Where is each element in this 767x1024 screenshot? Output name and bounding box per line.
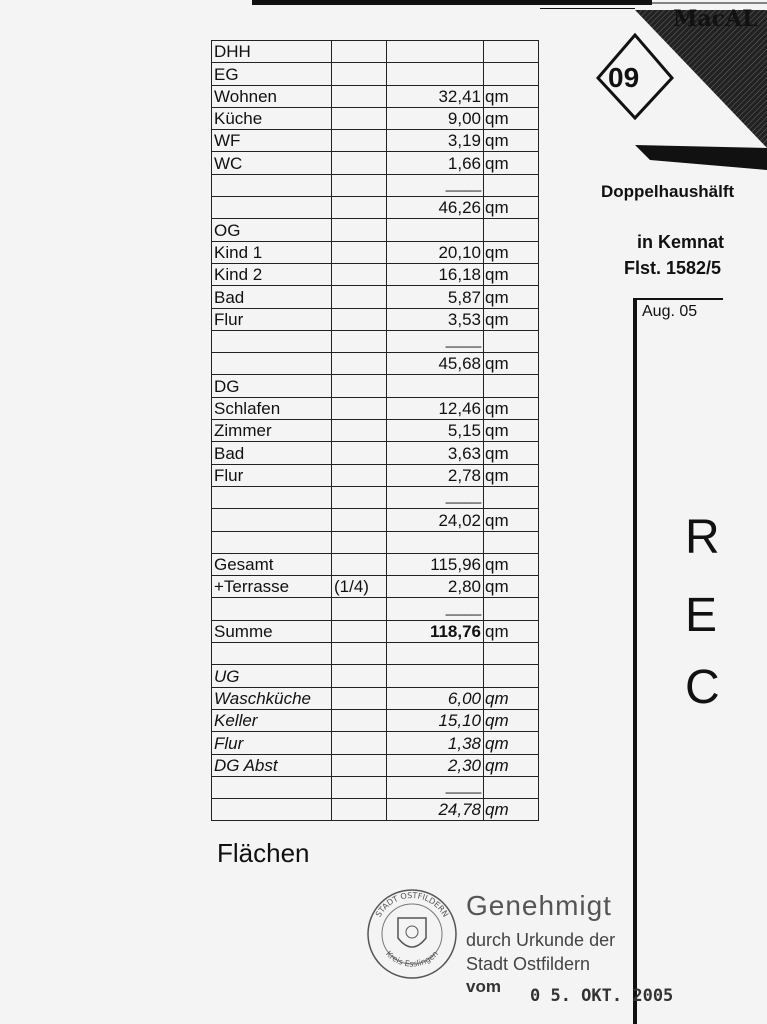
table-row: [212, 397, 539, 419]
row-note: [332, 620, 387, 642]
row-label: DG Abst: [212, 754, 332, 776]
row-value: 20,10: [387, 241, 484, 263]
project-location: in Kemnat: [637, 232, 725, 252]
row-value: [387, 41, 484, 63]
row-note: [332, 643, 387, 665]
row-value: 24,78: [387, 799, 484, 821]
row-note: [332, 286, 387, 308]
row-unit: qm: [484, 687, 539, 709]
row-value: 1,38: [387, 732, 484, 754]
row-value: [387, 63, 484, 85]
row-label: +Terrasse: [212, 576, 332, 598]
row-note: [332, 687, 387, 709]
row-unit: qm: [484, 420, 539, 442]
row-note: [332, 420, 387, 442]
row-unit: [484, 63, 539, 85]
row-value: [387, 665, 484, 687]
row-unit: qm: [484, 130, 539, 152]
row-note: [332, 85, 387, 107]
row-unit: qm: [484, 152, 539, 174]
table-row: [212, 152, 539, 174]
row-unit: [484, 375, 539, 397]
row-note: [332, 353, 387, 375]
row-unit: qm: [484, 754, 539, 776]
title-letter-e: E: [685, 589, 718, 642]
row-label: EG: [212, 63, 332, 85]
table-row: [212, 687, 539, 709]
row-note: [332, 709, 387, 731]
row-note: [332, 330, 387, 352]
row-unit: [484, 330, 539, 352]
row-note: (1/4): [332, 576, 387, 598]
row-label: Schlafen: [212, 397, 332, 419]
row-note: [332, 152, 387, 174]
table-row: [212, 41, 539, 63]
row-value: 15,10: [387, 709, 484, 731]
table-row: [212, 598, 539, 620]
row-value: 24,02: [387, 509, 484, 531]
table-row: [212, 665, 539, 687]
table-row: [212, 553, 539, 575]
table-row: [212, 63, 539, 85]
row-label: [212, 330, 332, 352]
table-row: [212, 375, 539, 397]
row-label: [212, 531, 332, 553]
row-label: Flur: [212, 308, 332, 330]
row-unit: qm: [484, 397, 539, 419]
row-label: Kind 2: [212, 263, 332, 285]
table-row: [212, 620, 539, 642]
row-value: [387, 375, 484, 397]
row-value: 9,00: [387, 107, 484, 129]
table-row: [212, 420, 539, 442]
row-unit: qm: [484, 353, 539, 375]
stamp-approved: Genehmigt: [466, 890, 612, 921]
row-label: Wohnen: [212, 85, 332, 107]
seal-top-text: STADT OSTFILDERN: [373, 890, 451, 919]
row-value: 3,53: [387, 308, 484, 330]
row-value: 46,26: [387, 197, 484, 219]
row-value: 5,15: [387, 420, 484, 442]
row-note: [332, 598, 387, 620]
row-label: [212, 353, 332, 375]
row-label: DG: [212, 375, 332, 397]
row-value: 5,87: [387, 286, 484, 308]
table-row: [212, 174, 539, 196]
row-separator: ------------: [387, 598, 484, 620]
svg-text:Kreis Esslingen: [384, 949, 440, 968]
row-label: Waschküche: [212, 687, 332, 709]
row-unit: [484, 486, 539, 508]
row-unit: qm: [484, 107, 539, 129]
svg-text:STADT OSTFILDERN: [374, 891, 450, 919]
row-label: Flur: [212, 464, 332, 486]
row-value: 2,80: [387, 576, 484, 598]
title-letter-r: R: [685, 511, 720, 564]
row-note: [332, 665, 387, 687]
area-table: [211, 40, 539, 821]
table-row: [212, 197, 539, 219]
row-label: WC: [212, 152, 332, 174]
row-value: 118,76: [387, 620, 484, 642]
row-label: [212, 174, 332, 196]
row-note: [332, 442, 387, 464]
row-value: 45,68: [387, 353, 484, 375]
table-row: [212, 486, 539, 508]
row-label: [212, 799, 332, 821]
table-row: [212, 263, 539, 285]
row-unit: qm: [484, 576, 539, 598]
row-value: 12,46: [387, 397, 484, 419]
row-unit: [484, 665, 539, 687]
table-row: [212, 464, 539, 486]
row-label: [212, 509, 332, 531]
row-label: Küche: [212, 107, 332, 129]
row-unit: [484, 643, 539, 665]
table-row: [212, 509, 539, 531]
table-row: [212, 442, 539, 464]
parcel-number: Flst. 1582/5: [624, 258, 722, 278]
row-label: DHH: [212, 41, 332, 63]
table-row: [212, 531, 539, 553]
row-label: Zimmer: [212, 420, 332, 442]
row-note: [332, 263, 387, 285]
row-value: 16,18: [387, 263, 484, 285]
row-value: 32,41: [387, 85, 484, 107]
row-unit: qm: [484, 442, 539, 464]
frame-left-line: [633, 298, 637, 1024]
row-unit: [484, 219, 539, 241]
row-value: 1,66: [387, 152, 484, 174]
row-unit: qm: [484, 553, 539, 575]
table-row: [212, 732, 539, 754]
table-row: [212, 85, 539, 107]
stamp-line-2: durch Urkunde der: [466, 930, 616, 950]
table-row: [212, 107, 539, 129]
row-unit: [484, 598, 539, 620]
table-row: [212, 643, 539, 665]
row-label: Flur: [212, 732, 332, 754]
row-label: [212, 776, 332, 798]
table-row: [212, 308, 539, 330]
row-label: Keller: [212, 709, 332, 731]
row-separator: ------------: [387, 776, 484, 798]
table-row: [212, 241, 539, 263]
table-row: [212, 709, 539, 731]
row-note: [332, 375, 387, 397]
row-value: 115,96: [387, 553, 484, 575]
table-row: [212, 576, 539, 598]
brand-name: MacAL: [673, 6, 758, 32]
row-label: WF: [212, 130, 332, 152]
row-unit: qm: [484, 709, 539, 731]
row-note: [332, 130, 387, 152]
row-value: [387, 531, 484, 553]
table-row: [212, 799, 539, 821]
row-note: [332, 754, 387, 776]
row-separator: ------------: [387, 174, 484, 196]
stamp-date: 0 5. OKT. 2005: [530, 986, 674, 1006]
plan-date: Aug. 05: [642, 303, 698, 320]
row-note: [332, 509, 387, 531]
flaechen-label: Flächen: [217, 838, 310, 868]
row-note: [332, 41, 387, 63]
project-title: Doppelhaushälft: [601, 182, 735, 201]
row-note: [332, 63, 387, 85]
top-border-line: [252, 0, 652, 5]
row-label: [212, 486, 332, 508]
stamp-vom: vom: [466, 977, 501, 996]
row-label: OG: [212, 219, 332, 241]
row-unit: qm: [484, 85, 539, 107]
row-unit: qm: [484, 464, 539, 486]
table-row: [212, 286, 539, 308]
stamp-line-3: Stadt Ostfildern: [466, 954, 591, 974]
table-row: [212, 330, 539, 352]
seal-bottom-text: Kreis Esslingen: [384, 949, 440, 969]
row-unit: [484, 41, 539, 63]
row-note: [332, 776, 387, 798]
row-value: [387, 219, 484, 241]
row-label: Bad: [212, 286, 332, 308]
row-note: [332, 799, 387, 821]
row-unit: qm: [484, 732, 539, 754]
row-value: 2,78: [387, 464, 484, 486]
row-value: 6,00: [387, 687, 484, 709]
row-note: [332, 464, 387, 486]
row-label: Kind 1: [212, 241, 332, 263]
row-note: [332, 107, 387, 129]
row-value: [387, 643, 484, 665]
row-label: [212, 598, 332, 620]
row-note: [332, 174, 387, 196]
table-row: [212, 754, 539, 776]
table-row: [212, 776, 539, 798]
row-unit: [484, 174, 539, 196]
row-note: [332, 197, 387, 219]
row-label: UG: [212, 665, 332, 687]
row-unit: qm: [484, 799, 539, 821]
row-label: Bad: [212, 442, 332, 464]
table-row: [212, 130, 539, 152]
row-separator: ------------: [387, 486, 484, 508]
row-unit: qm: [484, 263, 539, 285]
row-label: [212, 197, 332, 219]
row-unit: qm: [484, 620, 539, 642]
row-note: [332, 219, 387, 241]
row-label: Gesamt: [212, 553, 332, 575]
row-unit: qm: [484, 197, 539, 219]
row-note: [332, 531, 387, 553]
table-row: [212, 353, 539, 375]
row-note: [332, 553, 387, 575]
city-seal: [364, 888, 460, 980]
row-label: Summe: [212, 620, 332, 642]
row-unit: qm: [484, 286, 539, 308]
row-unit: [484, 776, 539, 798]
row-note: [332, 486, 387, 508]
sheet-number: 09: [608, 62, 640, 93]
row-unit: qm: [484, 509, 539, 531]
table-row: [212, 219, 539, 241]
title-letter-c: C: [685, 661, 720, 714]
row-note: [332, 732, 387, 754]
row-value: 2,30: [387, 754, 484, 776]
row-unit: qm: [484, 241, 539, 263]
row-unit: [484, 531, 539, 553]
row-note: [332, 308, 387, 330]
frame-top-line: [633, 298, 723, 300]
row-unit: qm: [484, 308, 539, 330]
row-value: 3,63: [387, 442, 484, 464]
row-separator: ------------: [387, 330, 484, 352]
row-value: 3,19: [387, 130, 484, 152]
row-note: [332, 397, 387, 419]
row-label: [212, 643, 332, 665]
row-note: [332, 241, 387, 263]
